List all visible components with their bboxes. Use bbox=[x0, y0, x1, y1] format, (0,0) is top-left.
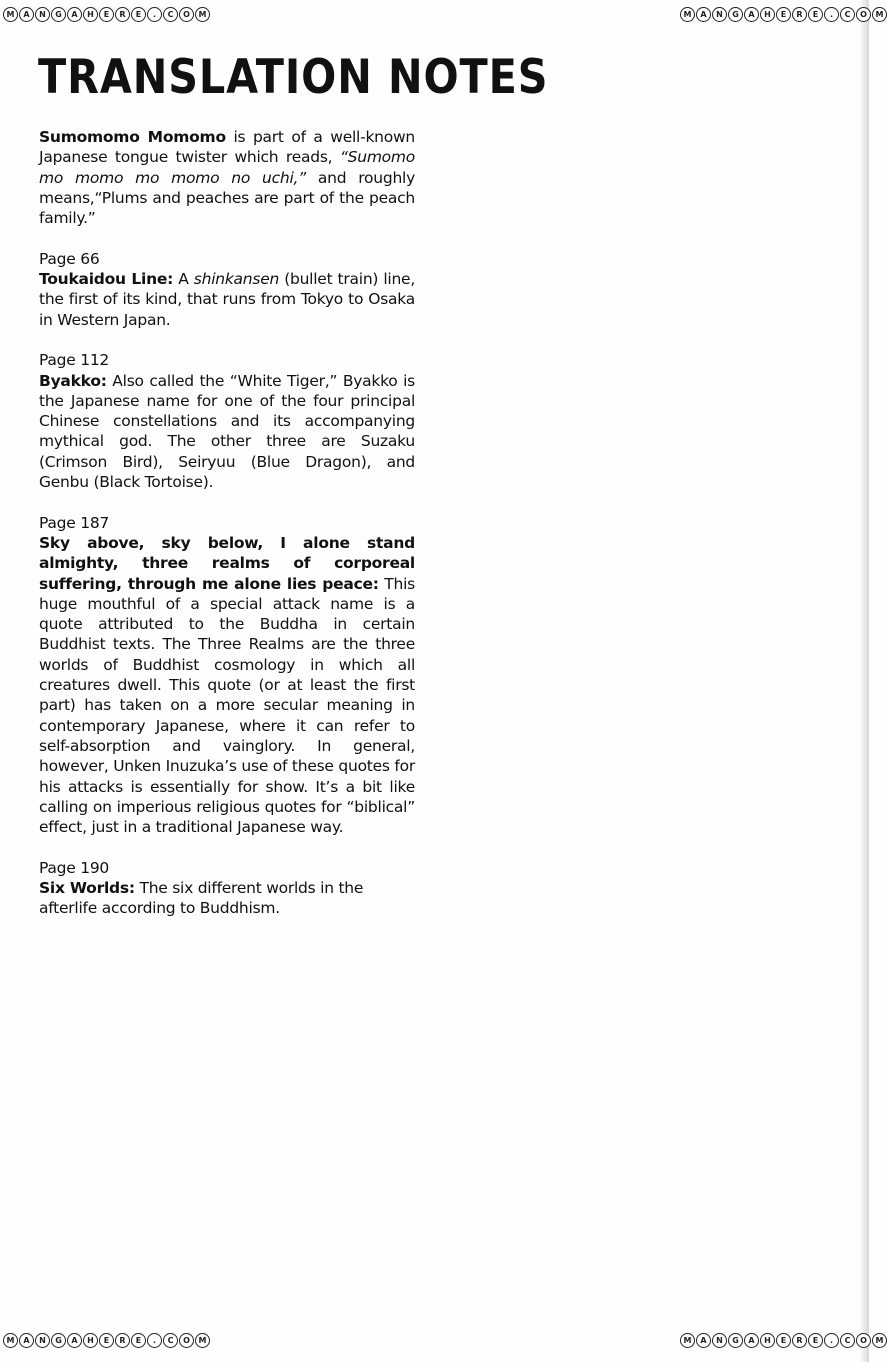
watermark-letter: M bbox=[872, 1333, 887, 1348]
note-term: Sky above, sky below, I alone stand almighty, three realms of corporeal suffering, through me alone lies peace: bbox=[39, 533, 415, 593]
watermark-letter: G bbox=[728, 1333, 743, 1348]
watermark-letter: N bbox=[35, 7, 50, 22]
watermark-letter: G bbox=[51, 1333, 66, 1348]
watermark-letter: E bbox=[776, 1333, 791, 1348]
page-title: TRANSLATION NOTES bbox=[38, 50, 549, 105]
watermark-letter: M bbox=[195, 1333, 210, 1348]
watermark-bottom-right bbox=[680, 1333, 887, 1348]
watermark-letter: O bbox=[856, 7, 871, 22]
watermark-letter: M bbox=[195, 7, 210, 22]
watermark-letter: E bbox=[131, 7, 146, 22]
watermark-letter: A bbox=[744, 7, 759, 22]
watermark-letter: G bbox=[728, 7, 743, 22]
page-number: Page 190 bbox=[39, 858, 110, 877]
note-page-112 bbox=[39, 350, 415, 492]
watermark-letter: . bbox=[824, 7, 839, 22]
page-number: Page 187 bbox=[39, 513, 110, 532]
watermark-letter: E bbox=[99, 7, 114, 22]
note-italic-term: shinkansen bbox=[193, 270, 280, 289]
note-page-66 bbox=[39, 249, 415, 330]
watermark-letter: N bbox=[712, 1333, 727, 1348]
watermark-letter: E bbox=[776, 7, 791, 22]
note-page-190 bbox=[39, 858, 415, 919]
intro-paragraph bbox=[39, 127, 415, 228]
watermark-letter: . bbox=[824, 1333, 839, 1348]
watermark-letter: O bbox=[179, 7, 194, 22]
note-page-187 bbox=[39, 513, 415, 838]
watermark-letter: M bbox=[680, 1333, 695, 1348]
watermark-letter: E bbox=[99, 1333, 114, 1348]
note-body: This huge mouthful of a special attack name is a quote attributed to the Buddha in certain Buddhist texts. The Three Realms are the three worlds of Buddhist cosmology in which all creatures dwell. This quote (or at least the first part) has taken on a more secular meaning in contemporary Japanese, where it can refer to self-absorption and vainglory. In general, however, Unken Inuzuka’s use of these quotes for his attacks is essentially for show. It’s a bit like calling on imperious religious quotes for “biblical” effect, just in a traditional Japanese way. bbox=[39, 574, 415, 837]
watermark-letter: C bbox=[163, 7, 178, 22]
watermark-letter: R bbox=[115, 1333, 130, 1348]
intro-term: Sumomomo Momomo bbox=[39, 128, 226, 146]
watermark-letter: M bbox=[680, 7, 695, 22]
watermark-letter: A bbox=[696, 1333, 711, 1348]
intro-text-1: is part of a well-known Japanese tongue twister which reads, bbox=[39, 128, 415, 167]
watermark-letter: H bbox=[760, 1333, 775, 1348]
watermark-letter: A bbox=[696, 7, 711, 22]
watermark-letter: A bbox=[19, 7, 34, 22]
scan-edge bbox=[859, 0, 869, 1362]
intro-text-2: and roughly means,“Plums and peaches are part of the peach family.” bbox=[39, 168, 416, 228]
watermark-letter: M bbox=[3, 7, 18, 22]
note-text: A bbox=[173, 270, 194, 289]
watermark-letter: O bbox=[856, 1333, 871, 1348]
note-term: Byakko: bbox=[39, 371, 107, 390]
watermark-letter: A bbox=[67, 7, 82, 22]
watermark-bottom-left bbox=[3, 1333, 210, 1348]
watermark-letter: M bbox=[3, 1333, 18, 1348]
note-body: (bullet train) line, the first of its kind, that runs from Tokyo to Osaka in Western Japan. bbox=[39, 270, 415, 329]
translation-notes bbox=[39, 127, 415, 939]
watermark-letter: C bbox=[163, 1333, 178, 1348]
watermark-letter: N bbox=[712, 7, 727, 22]
watermark-letter: C bbox=[840, 7, 855, 22]
page-number: Page 66 bbox=[39, 249, 100, 268]
watermark-letter: O bbox=[179, 1333, 194, 1348]
watermark-letter: M bbox=[872, 7, 887, 22]
watermark-letter: A bbox=[744, 1333, 759, 1348]
page-number: Page 112 bbox=[39, 351, 110, 370]
watermark-top-left bbox=[3, 7, 210, 22]
note-body: Also called the “White Tiger,” Byakko is the Japanese name for one of the four principal Chinese constellations and its accompanying mythical god. The other three are Suzaku (Crimson Bird), Seiryuu (Blue Dragon), and Genbu (Black Tortoise). bbox=[39, 371, 415, 492]
note-body: The six different worlds in the afterlife according to Buddhism. bbox=[39, 878, 364, 918]
watermark-letter: H bbox=[760, 7, 775, 22]
watermark-letter: R bbox=[115, 7, 130, 22]
watermark-letter: A bbox=[19, 1333, 34, 1348]
watermark-letter: H bbox=[83, 7, 98, 22]
watermark-letter: E bbox=[808, 7, 823, 22]
watermark-letter: E bbox=[131, 1333, 146, 1348]
watermark-letter: . bbox=[147, 1333, 162, 1348]
watermark-letter: R bbox=[792, 7, 807, 22]
watermark-top-right bbox=[680, 7, 887, 22]
note-term: Toukaidou Line: bbox=[39, 270, 174, 289]
watermark-letter: G bbox=[51, 7, 66, 22]
watermark-letter: C bbox=[840, 1333, 855, 1348]
intro-quote: “Sumomo mo momo mo momo no uchi,” bbox=[39, 148, 415, 187]
watermark-letter: R bbox=[792, 1333, 807, 1348]
watermark-letter: H bbox=[83, 1333, 98, 1348]
note-term: Six Worlds: bbox=[39, 878, 135, 897]
watermark-letter: . bbox=[147, 7, 162, 22]
watermark-letter: E bbox=[808, 1333, 823, 1348]
watermark-letter: A bbox=[67, 1333, 82, 1348]
watermark-letter: N bbox=[35, 1333, 50, 1348]
